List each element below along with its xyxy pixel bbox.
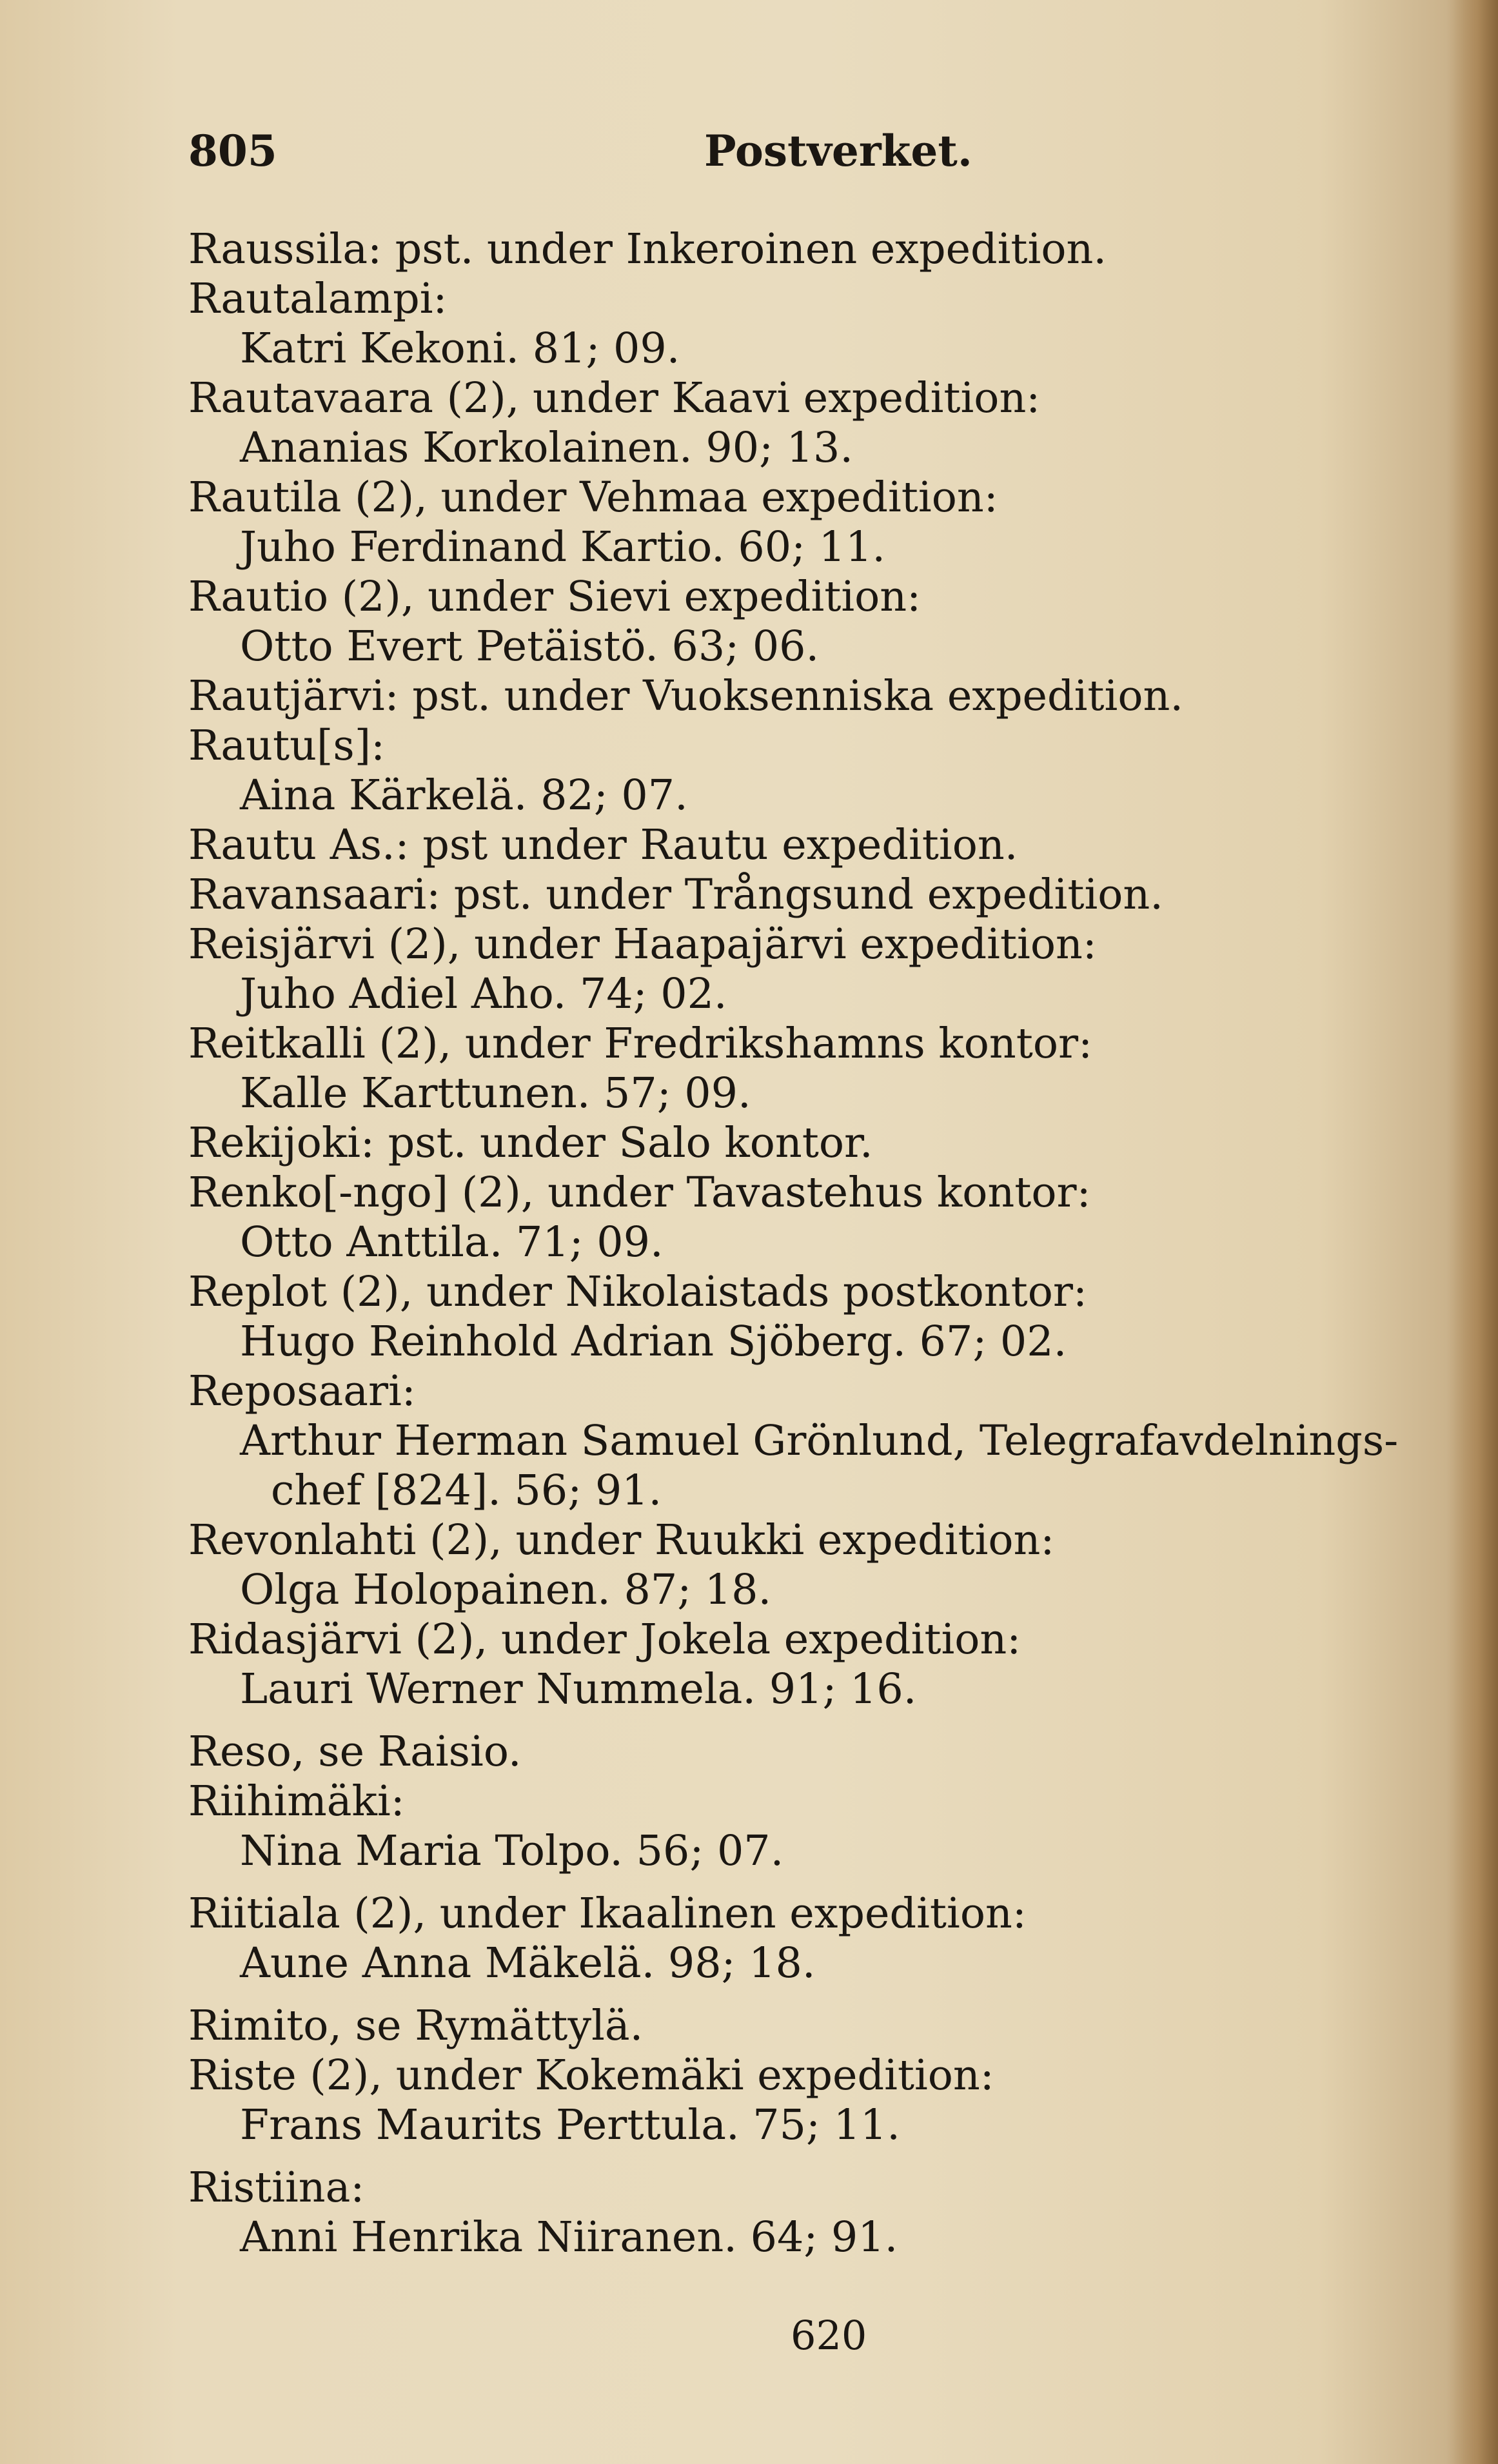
- entry-person: Katri Kekoni. 81; 09.: [240, 324, 680, 373]
- entry-heading: Reposaari:: [188, 1367, 416, 1415]
- directory-entries: [188, 224, 1465, 2262]
- entry-heading: Rekijoki: pst. under Salo kontor.: [188, 1119, 873, 1167]
- entry-heading: Rautjärvi: pst. under Vuoksenniska expedition.: [188, 672, 1183, 720]
- entry-person: Juho Adiel Aho. 74; 02.: [240, 970, 727, 1018]
- entry-person: Otto Evert Petäistö. 63; 06.: [240, 622, 820, 671]
- entry-person: Juho Ferdinand Kartio. 60; 11.: [240, 523, 886, 571]
- entry-heading: Ristiina:: [188, 2163, 365, 2212]
- entry-heading: Rautu As.: pst under Rautu expedition.: [188, 821, 1018, 869]
- entry-heading: Rautio (2), under Sievi expedition:: [188, 573, 921, 621]
- entry-person: Hugo Reinhold Adrian Sjöberg. 67; 02.: [240, 1317, 1067, 1366]
- entry-heading: Ravansaari: pst. under Trångsund expedition.: [188, 871, 1163, 919]
- entry-heading: Ridasjärvi (2), under Jokela expedition:: [188, 1615, 1021, 1664]
- entry-person: Frans Maurits Perttula. 75; 11.: [240, 2101, 900, 2149]
- entry-heading: Rimito, se Rymättylä.: [188, 2002, 644, 2050]
- entry-person: Arthur Herman Samuel Grönlund, Telegrafavdelnings-: [240, 1417, 1399, 1465]
- entry-person-continuation: chef [824]. 56; 91.: [271, 1466, 662, 1515]
- entry-heading: Replot (2), under Nikolaistads postkontor:: [188, 1268, 1087, 1316]
- entry-person: Aune Anna Mäkelä. 98; 18.: [240, 1939, 816, 1987]
- entry-heading: Renko[-ngo] (2), under Tavastehus kontor:: [188, 1168, 1091, 1217]
- entry-heading: Reso, se Raisio.: [188, 1728, 522, 1776]
- entry-person: Kalle Karttunen. 57; 09.: [240, 1069, 751, 1118]
- entry-heading: Riitiala (2), under Ikaalinen expedition:: [188, 1889, 1027, 1938]
- entry-heading: Reisjärvi (2), under Haapajärvi expedition:: [188, 920, 1097, 969]
- entry-person: Olga Holopainen. 87; 18.: [240, 1566, 772, 1614]
- entry-heading: Revonlahti (2), under Ruukki expedition:: [188, 1516, 1055, 1564]
- page-number: 805: [188, 126, 277, 176]
- entry-heading: Rautavaara (2), under Kaavi expedition:: [188, 374, 1041, 422]
- entry-heading: Raussila: pst. under Inkeroinen expedition.: [188, 225, 1107, 273]
- entry-person: Aina Kärkelä. 82; 07.: [240, 771, 688, 820]
- entry-person: Nina Maria Tolpo. 56; 07.: [240, 1827, 784, 1875]
- entry-heading: Riihimäki:: [188, 1777, 405, 1826]
- entry-person: Otto Anttila. 71; 09.: [240, 1218, 664, 1266]
- entry-person: Anni Henrika Niiranen. 64; 91.: [240, 2213, 898, 2262]
- entry-heading: Riste (2), under Kokemäki expedition:: [188, 2051, 994, 2100]
- entry-person: Lauri Werner Nummela. 91; 16.: [240, 1665, 917, 1713]
- running-title: Postverket.: [704, 126, 972, 176]
- entry-heading: Rautalampi:: [188, 275, 448, 323]
- entry-heading: Rautila (2), under Vehmaa expedition:: [188, 473, 998, 522]
- entry-heading: Rautu[s]:: [188, 722, 386, 770]
- entry-heading: Reitkalli (2), under Fredrikshamns kontor:: [188, 1020, 1093, 1068]
- signature-mark: 620: [791, 2312, 867, 2359]
- page-header: [188, 126, 1168, 184]
- entry-person: Ananias Korkolainen. 90; 13.: [240, 424, 854, 472]
